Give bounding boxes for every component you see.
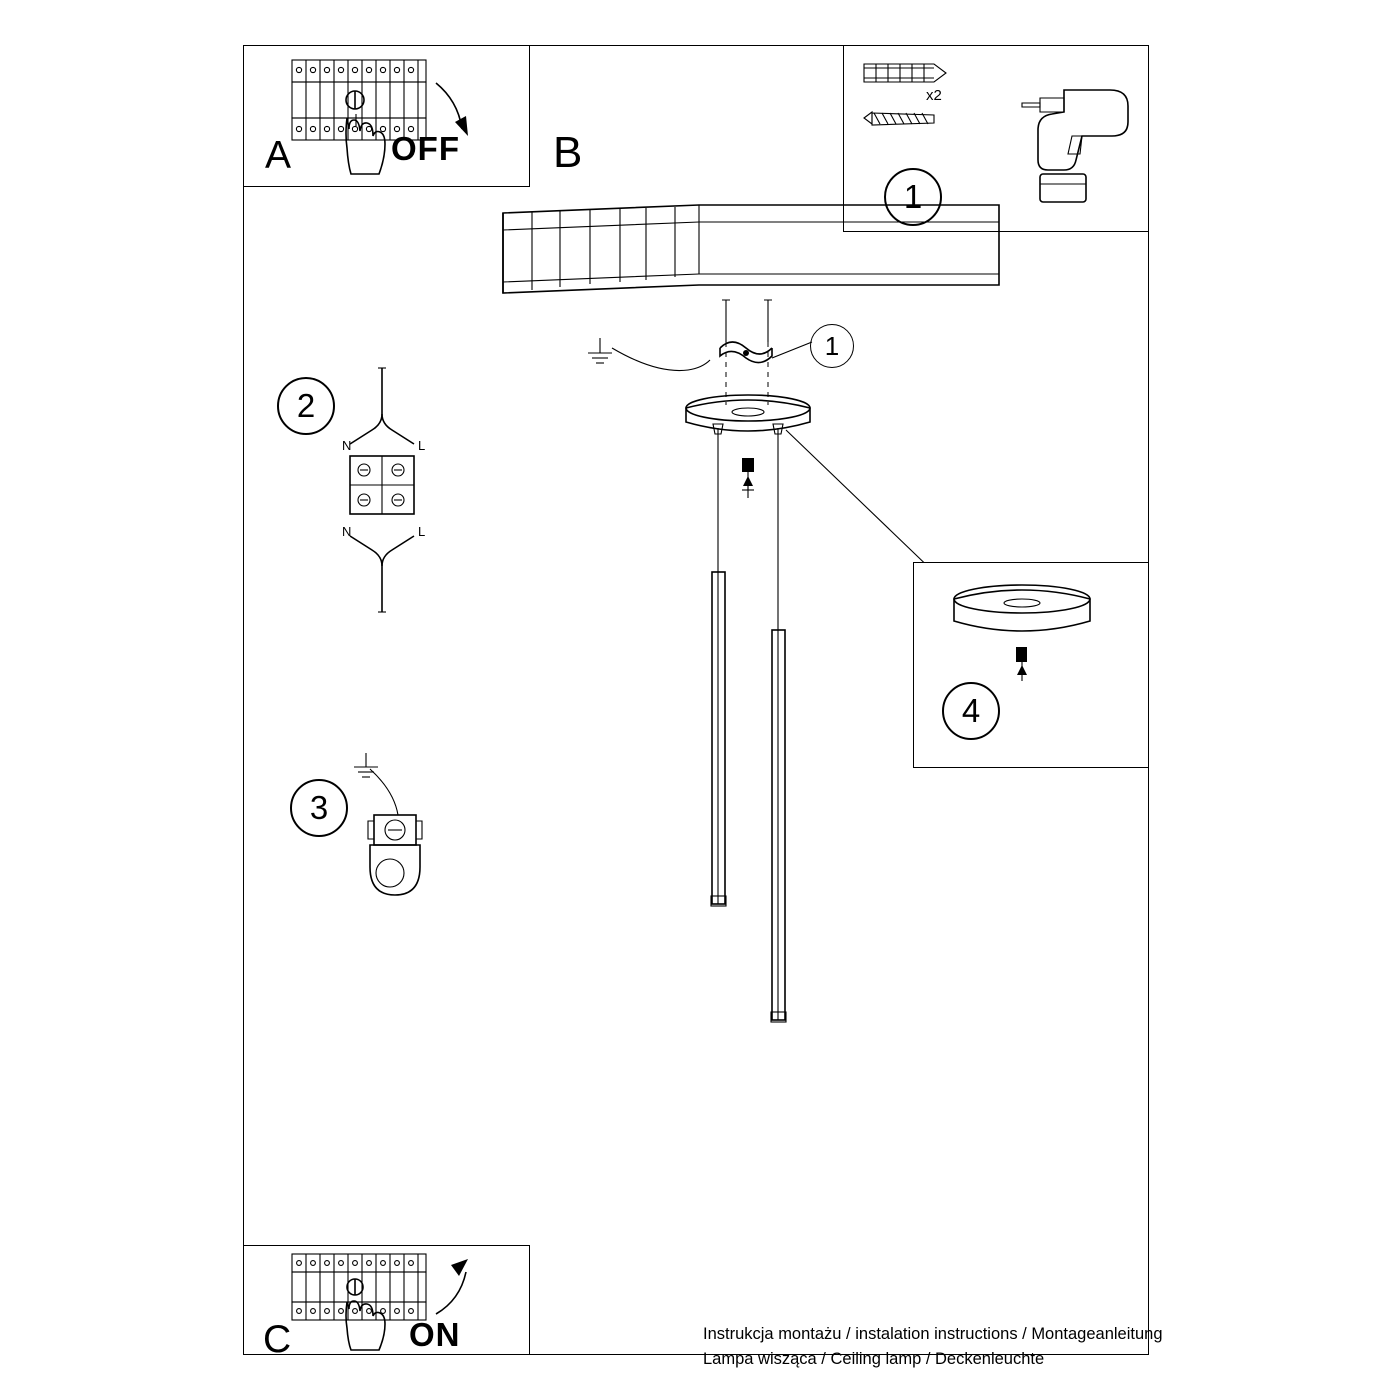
terminal-label-l-top: L [418, 438, 426, 453]
footer-line-2: Lampa wisząca / Ceiling lamp / Deckenleuchte [703, 1350, 1045, 1368]
ceiling-slab [503, 205, 999, 293]
cable-adjuster [742, 458, 754, 498]
step-c-label: ON [409, 1316, 461, 1353]
callout-3: 3 [290, 779, 348, 837]
suspension-cables [713, 424, 783, 630]
pendant-tube-right [771, 630, 786, 1022]
callout-1-leader [770, 330, 818, 366]
canopy-cover [954, 585, 1090, 631]
tools-quantity-label: x2 [926, 87, 942, 104]
lamp-socket-body [370, 845, 420, 895]
mounting-bracket [720, 342, 772, 363]
panel-step-4 [913, 562, 1149, 768]
step-a-label: OFF [391, 130, 460, 167]
earth-symbol-top [588, 338, 710, 371]
terminal-label-n-bottom: N [342, 524, 352, 539]
earth-clamp [368, 815, 422, 845]
ceiling-screws [722, 300, 772, 342]
canopy-fix-nut [1016, 647, 1027, 681]
step-letter-c: C [263, 1318, 292, 1361]
step-letter-b: B [553, 128, 583, 177]
wall-plug-icon [864, 64, 946, 82]
terminal-label-l-bottom: L [418, 524, 426, 539]
canopy-cover-illustration [914, 563, 1147, 766]
canopy [686, 395, 810, 431]
terminal-block-illustration [330, 360, 440, 620]
pendant-tube-left [711, 572, 726, 906]
drill-icon [1022, 90, 1128, 202]
callout-4: 4 [942, 682, 1000, 740]
terminal-label-n-top: N [342, 438, 352, 453]
callout-1-ceiling: 1 [810, 324, 854, 368]
callout-1-tools: 1 [884, 168, 942, 226]
footer-line-1: Instrukcja montażu / instalation instructions / Montageanleitung [703, 1325, 1163, 1343]
step-letter-a: A [265, 134, 292, 177]
earth-clamp-illustration [340, 745, 450, 935]
callout-2: 2 [277, 377, 335, 435]
screw-icon [864, 112, 934, 125]
